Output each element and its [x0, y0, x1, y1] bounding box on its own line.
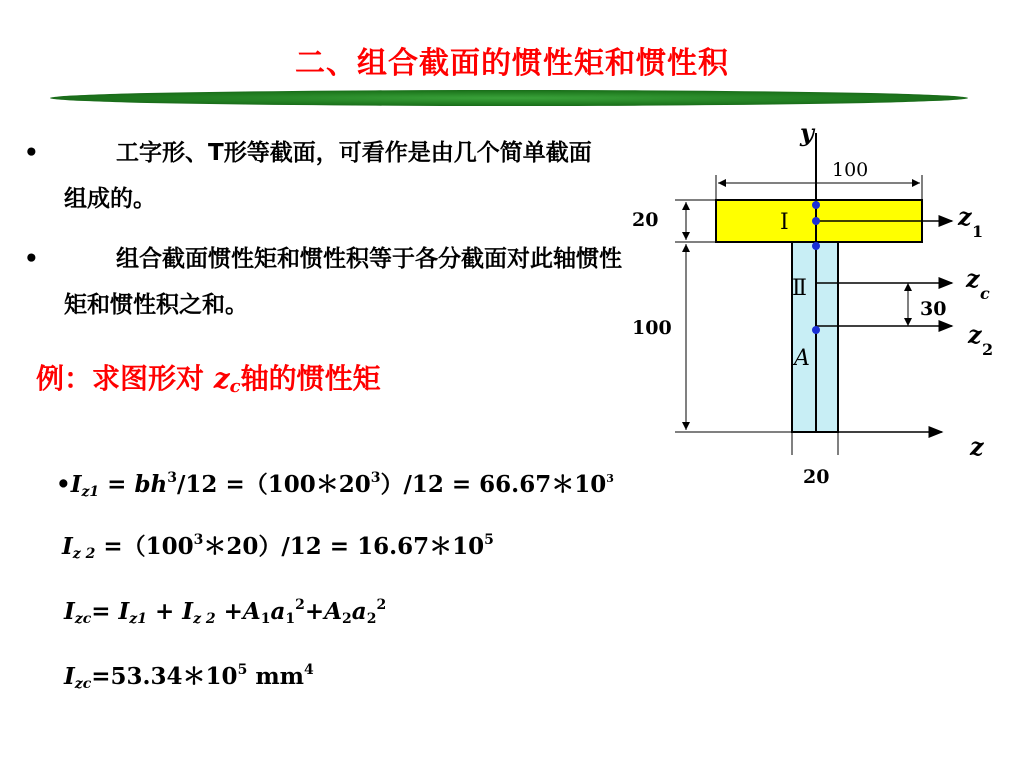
formula-iz1 [56, 466, 614, 500]
formula-superscript: 5 [237, 662, 248, 678]
zc-axis-sub: c [980, 284, 990, 303]
formula-subscript: 2 [366, 611, 377, 627]
area-label: A [794, 346, 810, 371]
z1-axis-sub: 1 [972, 222, 984, 241]
bullet-marker: • [24, 246, 39, 272]
formula-izc-result [64, 658, 314, 692]
formula-symbol: I [182, 598, 194, 625]
formula-text: + [147, 598, 183, 625]
example-var-sub: c [229, 376, 241, 397]
y-axis-label: y [800, 118, 814, 147]
formula-symbol: a [351, 598, 367, 625]
example-suffix: 轴的惯性矩 [240, 362, 381, 395]
formula-text: =（100 [95, 533, 194, 560]
part-label-web: Ⅱ [792, 276, 807, 301]
formula-subscript: z1 [129, 611, 147, 627]
formula-subscript: 1 [260, 611, 271, 627]
dimension-label-bottom: 20 [803, 466, 830, 488]
centroid-dot [812, 326, 820, 334]
formula-subscript: z 2 [193, 611, 216, 627]
centroid-dot [812, 217, 820, 225]
formula-text: ）/12 = 66.67＊10 [380, 471, 607, 498]
zc-axis-label: z [966, 264, 980, 293]
formula-symbol: I [70, 471, 82, 498]
formula-subscript: 2 [342, 611, 352, 627]
formula-text: ＊20）/12 = 16.67＊10 [203, 533, 485, 560]
centroid-dot [812, 201, 820, 209]
formula-subscript: 1 [285, 611, 296, 627]
formula-superscript: 5 [484, 532, 494, 548]
formula-bullet: • [56, 471, 71, 498]
title-underline-bar [50, 90, 968, 106]
formula-symbol: a [270, 598, 286, 625]
centroid-dot [812, 242, 820, 250]
formula-superscript: 3 [606, 472, 614, 485]
formula-superscript: 3 [370, 470, 381, 486]
formula-iz2 [62, 528, 494, 562]
dimension-label-offset: 30 [920, 298, 947, 320]
formula-symbol: I [118, 598, 130, 625]
formula-superscript: 2 [295, 597, 305, 613]
example-prompt [36, 357, 381, 397]
formula-symbol: bh [134, 471, 168, 498]
formula-superscript: 2 [376, 597, 387, 613]
formula-subscript: z 2 [72, 546, 96, 562]
z2-axis-sub: 2 [982, 340, 994, 359]
formula-subscript: zc [74, 611, 92, 627]
formula-text: = [91, 598, 119, 625]
bullet-text: 工字形、T形等截面，可看作是由几个简单截面组成的。 [64, 140, 592, 212]
formula-text: = [99, 471, 135, 498]
formula-subscript: zc [74, 676, 92, 692]
formula-subscript: z1 [81, 484, 100, 500]
formula-symbol: I [64, 598, 75, 625]
example-var: z [213, 362, 230, 395]
dimension-label-flange: 20 [632, 209, 659, 231]
formula-superscript: 3 [167, 470, 178, 486]
bullet-text: 组合截面惯性矩和惯性积等于各分截面对此轴惯性矩和惯性积之和。 [64, 246, 622, 318]
formula-superscript: 4 [304, 662, 314, 678]
formula-text: =53.34＊10 [91, 663, 238, 690]
z-axis-label: z [970, 432, 984, 461]
z2-axis-label: z [968, 320, 982, 349]
formula-unit: mm [247, 663, 304, 690]
bullet-marker: • [24, 140, 39, 166]
example-prefix: 例：求图形对 [36, 362, 214, 395]
t-section-diagram [620, 115, 1010, 495]
bullet-item-2 [24, 236, 624, 328]
formula-symbol: +A [215, 598, 261, 625]
page-title: 二、组合截面的惯性矩和惯性积 [295, 46, 729, 81]
part-label-flange: I [780, 210, 789, 235]
formula-superscript: 3 [193, 532, 204, 548]
dimension-label-top: 100 [832, 159, 869, 181]
formula-izc-parallel-axis [64, 597, 386, 627]
z1-axis-label: z [958, 202, 972, 231]
formula-symbol: I [64, 663, 75, 690]
dimension-label-web: 100 [632, 317, 672, 339]
formula-symbol: I [62, 533, 73, 560]
formula-text: /12 =（100＊20 [177, 471, 371, 498]
bullet-item-1 [24, 130, 624, 222]
formula-symbol: +A [304, 598, 343, 625]
